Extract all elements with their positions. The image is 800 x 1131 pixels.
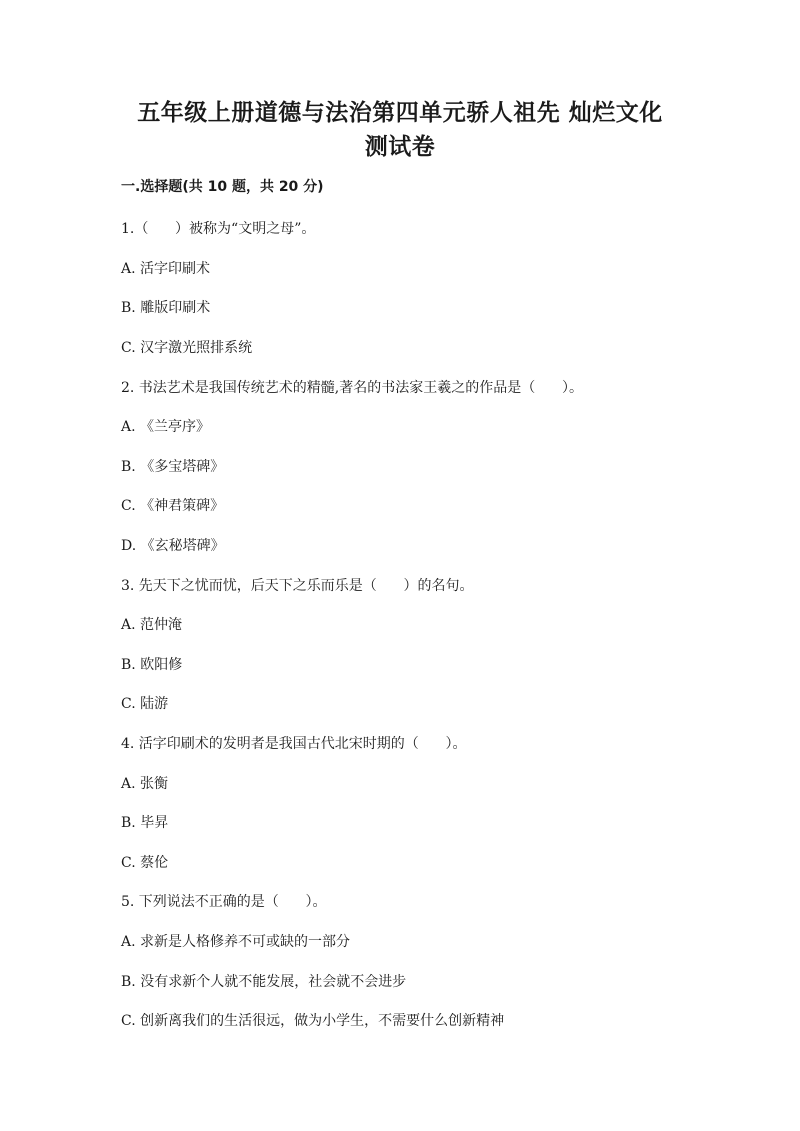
question-5-option-c: C. 创新离我们的生活很远，做为小学生，不需要什么创新精神 <box>121 1013 505 1029</box>
question-5-option-b: B. 没有求新个人就不能发展，社会就不会进步 <box>121 974 407 990</box>
question-2-option-a: A. 《兰亭序》 <box>121 419 211 435</box>
question-2-option-b: B. 《多宝塔碑》 <box>121 459 225 475</box>
question-3-option-a: A. 范仲淹 <box>121 617 183 633</box>
question-3-option-c: C. 陆游 <box>121 696 169 712</box>
question-1-option-b: B. 雕版印刷术 <box>121 300 211 316</box>
question-4-option-a: A. 张衡 <box>121 776 169 792</box>
question-4-option-c: C. 蔡伦 <box>121 855 169 871</box>
question-1-option-a: A. 活字印刷术 <box>121 261 211 277</box>
question-5-stem: 5. 下列说法不正确的是（ ）。 <box>121 894 327 910</box>
question-1-option-c: C. 汉字激光照排系统 <box>121 340 253 356</box>
question-2-stem: 2. 书法艺术是我国传统艺术的精髓,著名的书法家王羲之的作品是（ ）。 <box>121 380 583 396</box>
question-2-option-c: C. 《神君策碑》 <box>121 498 225 514</box>
question-3-option-b: B. 欧阳修 <box>121 657 183 673</box>
question-5-option-a: A. 求新是人格修养不可或缺的一部分 <box>121 934 351 950</box>
question-4-stem: 4. 活字印刷术的发明者是我国古代北宋时期的（ ）。 <box>121 736 467 752</box>
question-2-option-d: D. 《玄秘塔碑》 <box>121 538 225 554</box>
question-4-option-b: B. 毕昇 <box>121 815 169 831</box>
question-3-stem: 3. 先天下之忧而忧，后天下之乐而乐是（ ）的名句。 <box>121 578 474 594</box>
exam-title-line-2: 测试卷 <box>364 134 436 160</box>
question-1-stem: 1.（ ）被称为“文明之母”。 <box>121 221 316 237</box>
section-heading: 一.选择题(共 10 题，共 20 分) <box>121 179 324 195</box>
exam-title-line-1: 五年级上册道德与法治第四单元骄人祖先 灿烂文化 <box>137 100 663 126</box>
